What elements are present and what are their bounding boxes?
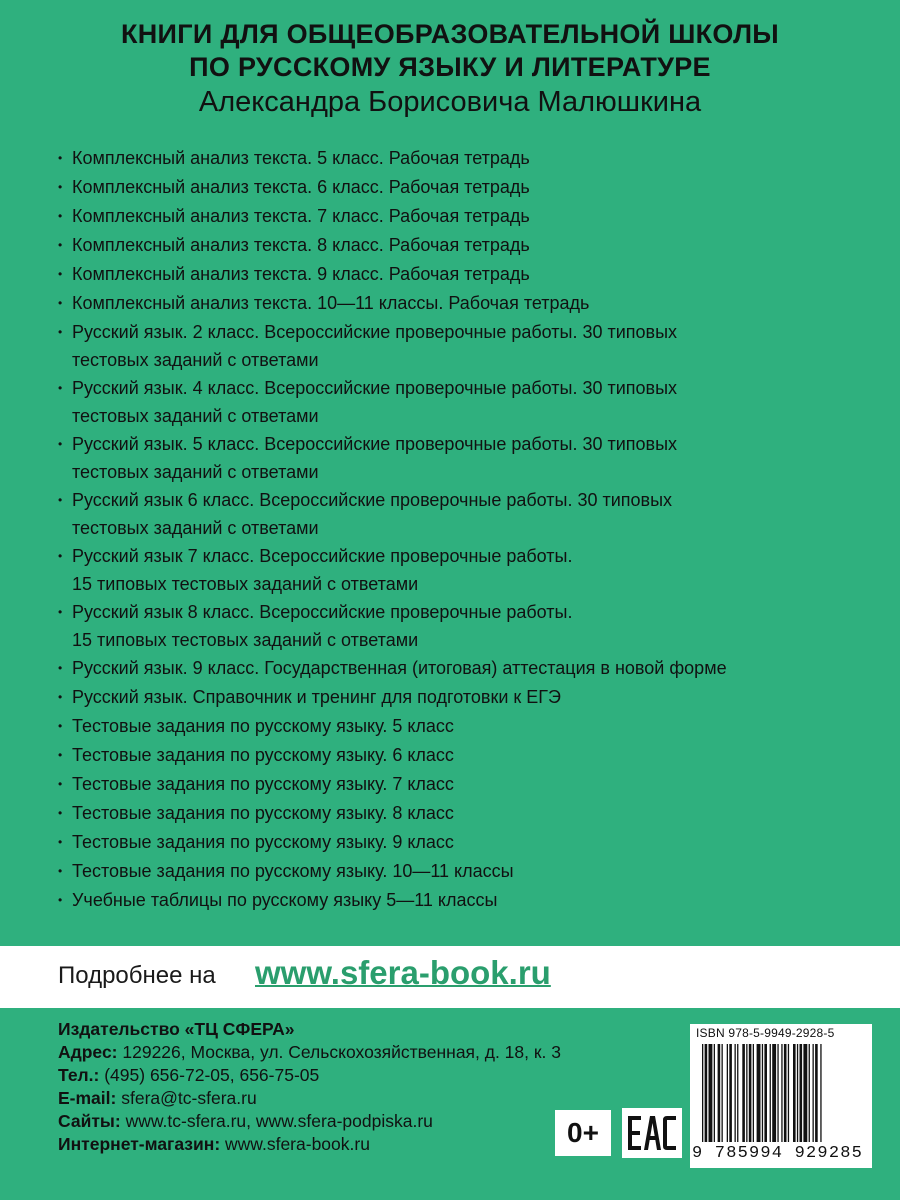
barcode-bar bbox=[781, 1044, 782, 1142]
barcode-bar bbox=[742, 1044, 745, 1142]
sites-row bbox=[58, 1110, 561, 1133]
barcode-bar bbox=[803, 1044, 807, 1142]
shop-label: Интернет-магазин: bbox=[58, 1134, 221, 1154]
email-value[interactable]: sfera@tc-sfera.ru bbox=[121, 1088, 257, 1108]
email-row bbox=[58, 1087, 561, 1110]
book-list-item bbox=[58, 598, 878, 654]
book-title-line1: • Тестовые задания по русскому языку. 8 класс bbox=[72, 803, 454, 823]
phone-row bbox=[58, 1064, 561, 1087]
barcode-bar bbox=[757, 1044, 761, 1142]
sites-value[interactable]: www.tc-sfera.ru, www.sfera-podpiska.ru bbox=[125, 1111, 433, 1131]
book-title-line1: • Русский язык. 9 класс. Государственная (итоговая) аттестация в новой форме bbox=[72, 658, 727, 678]
book-title-line1: • Комплексный анализ текста. 5 класс. Рабочая тетрадь bbox=[72, 148, 530, 168]
book-title-line1: • Русский язык 8 класс. Всероссийские проверочные работы. bbox=[72, 602, 573, 622]
publisher-info bbox=[58, 1018, 561, 1156]
barcode-bar bbox=[793, 1044, 796, 1142]
book-title-line2: 15 типовых тестовых заданий с ответами bbox=[72, 630, 419, 650]
barcode-bar bbox=[772, 1044, 776, 1142]
book-title-line1: • Комплексный анализ текста. 7 класс. Рабочая тетрадь bbox=[72, 206, 530, 226]
eac-mark-svg bbox=[622, 1108, 682, 1158]
book-list-item bbox=[58, 542, 878, 598]
website-link[interactable]: www.sfera-book.ru bbox=[255, 954, 551, 991]
book-title-line1: • Комплексный анализ текста. 9 класс. Рабочая тетрадь bbox=[72, 264, 530, 284]
phone-value: (495) 656-72-05, 656-75-05 bbox=[104, 1065, 320, 1085]
book-list-item bbox=[58, 857, 878, 886]
more-info-banner bbox=[0, 946, 900, 1008]
series-title-line2: ПО РУССКОМУ ЯЗЫКУ И ЛИТЕРАТУРЕ bbox=[189, 52, 711, 82]
book-list-item bbox=[58, 231, 878, 260]
book-title-line2: тестовых заданий с ответами bbox=[72, 406, 319, 426]
address-row bbox=[58, 1041, 561, 1064]
barcode-bar bbox=[788, 1044, 789, 1142]
book-list-item bbox=[58, 430, 878, 486]
book-list-item bbox=[58, 799, 878, 828]
book-title-line1: • Русский язык. 5 класс. Всероссийские проверочные работы. 30 типовых bbox=[72, 434, 678, 454]
book-list-item bbox=[58, 770, 878, 799]
barcode-bar bbox=[777, 1044, 778, 1142]
shop-row bbox=[58, 1133, 561, 1156]
book-title-line2: тестовых заданий с ответами bbox=[72, 518, 319, 538]
book-list-item bbox=[58, 374, 878, 430]
book-title-line1: • Учебные таблицы по русскому языку 5—11 классы bbox=[72, 890, 498, 910]
barcode-bar bbox=[770, 1044, 771, 1142]
barcode-bar bbox=[815, 1044, 818, 1142]
barcode-bar bbox=[749, 1044, 752, 1142]
book-list-item bbox=[58, 173, 878, 202]
book-list-item bbox=[58, 886, 878, 915]
barcode-bar bbox=[764, 1044, 767, 1142]
barcode-bar bbox=[762, 1044, 763, 1142]
book-list-item bbox=[58, 828, 878, 857]
book-title-line1: • Русский язык. 4 класс. Всероссийские проверочные работы. 30 типовых bbox=[72, 378, 678, 398]
book-title-line2: тестовых заданий с ответами bbox=[72, 462, 319, 482]
book-title-line1: • Тестовые задания по русскому языку. 9 класс bbox=[72, 832, 454, 852]
book-list-item bbox=[58, 741, 878, 770]
book-title-line1: • Комплексный анализ текста. 6 класс. Рабочая тетрадь bbox=[72, 177, 530, 197]
barcode-bar bbox=[722, 1044, 723, 1142]
book-title-line1: • Русский язык. 2 класс. Всероссийские проверочные работы. 30 типовых bbox=[72, 322, 678, 342]
publisher-name-row bbox=[58, 1018, 561, 1041]
book-title-line1: • Тестовые задания по русскому языку. 6 класс bbox=[72, 745, 454, 765]
barcode-bar bbox=[729, 1044, 732, 1142]
book-list-item bbox=[58, 712, 878, 741]
barcode-bar bbox=[709, 1044, 713, 1142]
barcode-digits: 9 785994 929285 bbox=[692, 1144, 864, 1163]
book-title-line2: 15 типовых тестовых заданий с ответами bbox=[72, 574, 419, 594]
more-info-label: Подробнее на bbox=[58, 962, 216, 989]
barcode-bar bbox=[800, 1044, 803, 1142]
book-title-line1: • Русский язык 6 класс. Всероссийские проверочные работы. 30 типовых bbox=[72, 490, 673, 510]
book-title-line1: • Русский язык 7 класс. Всероссийские проверочные работы. bbox=[72, 546, 573, 566]
barcode-bar bbox=[727, 1044, 728, 1142]
book-list-item bbox=[58, 260, 878, 289]
book-title-line2: тестовых заданий с ответами bbox=[72, 350, 319, 370]
book-title-line1: • Тестовые задания по русскому языку. 7 класс bbox=[72, 774, 454, 794]
barcode-bar bbox=[718, 1044, 721, 1142]
barcode-bar bbox=[737, 1044, 738, 1142]
publisher-name: Издательство «ТЦ СФЕРА» bbox=[58, 1019, 295, 1039]
book-list-item bbox=[58, 486, 878, 542]
book-list-item bbox=[58, 654, 878, 683]
address-value: 129226, Москва, ул. Сельскохозяйственная, д. 18, к. 3 bbox=[122, 1042, 561, 1062]
barcode-bar bbox=[702, 1044, 703, 1142]
book-title-line1: • Русский язык. Справочник и тренинг для подготовки к ЕГЭ bbox=[72, 687, 561, 707]
barcode-bar bbox=[714, 1044, 715, 1142]
book-list bbox=[58, 144, 878, 915]
author-name: Александра Борисовича Малюшкина bbox=[198, 86, 702, 118]
isbn-barcode bbox=[690, 1024, 872, 1168]
book-list-item bbox=[58, 318, 878, 374]
address-label: Адрес: bbox=[58, 1042, 118, 1062]
sites-label: Сайты: bbox=[58, 1111, 121, 1131]
barcode-bars bbox=[702, 1044, 862, 1144]
email-label: E-mail: bbox=[58, 1088, 117, 1108]
barcode-bar bbox=[797, 1044, 798, 1142]
barcode-bar bbox=[813, 1044, 814, 1142]
book-list-item bbox=[58, 683, 878, 712]
age-rating-badge: 0+ bbox=[555, 1110, 611, 1156]
book-title-line1: • Тестовые задания по русскому языку. 5 класс bbox=[72, 716, 454, 736]
barcode-bar bbox=[705, 1044, 708, 1142]
eac-mark-icon bbox=[622, 1108, 682, 1158]
barcode-bar bbox=[746, 1044, 747, 1142]
book-list-item bbox=[58, 289, 878, 318]
barcode-bar bbox=[820, 1044, 821, 1142]
barcode-bar bbox=[735, 1044, 736, 1142]
book-title-line1: • Комплексный анализ текста. 8 класс. Рабочая тетрадь bbox=[72, 235, 530, 255]
shop-value[interactable]: www.sfera-book.ru bbox=[225, 1134, 370, 1154]
book-list-item bbox=[58, 144, 878, 173]
barcode-bar bbox=[809, 1044, 810, 1142]
book-list-item bbox=[58, 202, 878, 231]
barcode-bar bbox=[753, 1044, 754, 1142]
header bbox=[0, 18, 900, 120]
book-title-line1: • Комплексный анализ текста. 10—11 классы. Рабочая тетрадь bbox=[72, 293, 590, 313]
book-title-line1: • Тестовые задания по русскому языку. 10—11 классы bbox=[72, 861, 514, 881]
series-title-line1: КНИГИ ДЛЯ ОБЩЕОБРАЗОВАТЕЛЬНОЙ ШКОЛЫ bbox=[120, 19, 780, 49]
phone-label: Тел.: bbox=[58, 1065, 100, 1085]
barcode-bar bbox=[784, 1044, 787, 1142]
isbn-text: ISBN 978-5-9949-2928-5 bbox=[696, 1026, 835, 1040]
